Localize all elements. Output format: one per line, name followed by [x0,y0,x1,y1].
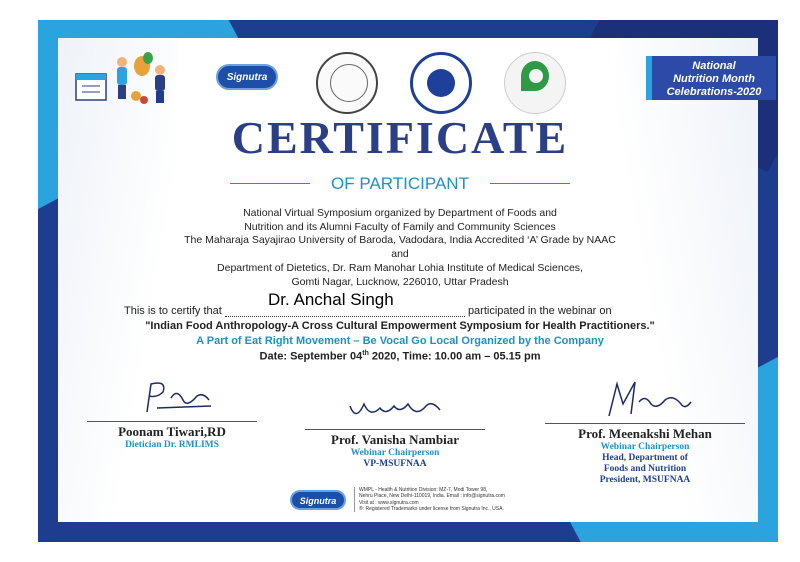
organizer-line-2: Nutrition and its Alumni Faculty of Family and Community Sciences [244,220,556,233]
footer-address [354,487,539,512]
signutra-footer-logo: Signutra [290,490,346,510]
certificate-subtitle: OF PARTICIPANT [331,174,469,193]
signature-2 [340,394,450,424]
signature-rule-3 [545,423,745,424]
signatory-2-designation-1: Webinar Chairperson [350,448,440,458]
signatory-3-designation-3: Foods and Nutrition [603,464,687,474]
signatory-2 [300,394,490,470]
signature-rule-1 [87,421,257,422]
footer-line-1: WMPL - Health & Nutrition Division: MZ-7, Modi Tower 98, [359,487,488,493]
footer-line-4: ®: Registered Trademarks under license from Signutra Inc., USA. [359,505,504,512]
nutrition-illustration [74,48,184,110]
badge-line-2: Nutrition Month [673,73,755,85]
signutra-logo: Signutra [216,64,278,90]
signatory-1-designation: Dietician Dr. RMLIMS [125,440,219,450]
msu-baroda-logo [316,52,378,114]
organizer-line-3: The Maharaja Sayajirao University of Baroda, Vadodara, India Accredited ‘A’ Grade by NAAC [184,234,616,247]
signatory-3-designation-4: President, MSUFNAA [599,475,691,485]
rmlims-logo [410,52,472,114]
signatory-3-designation-2: Head, Department of [602,453,688,463]
organizer-line-5: Department of Dietetics, Dr. Ram Manohar Lohia Institute of Medical Sciences, [217,261,583,274]
certificate-title: CERTIFICATE [231,112,569,163]
organizer-line-6: Gomti Nagar, Lucknow, 226010, Uttar Pradesh [291,275,509,288]
footer-line-2: Nehru Place, New Delhi-110019, India. Email : info@signutra.com [359,493,505,500]
food-nutrition-alumni-logo [504,52,566,114]
organizer-line-1: National Virtual Symposium organized by Department of Foods and [243,207,557,219]
signatory-2-designation-2: VP-MSUFNAA [363,459,427,469]
certify-statement [124,304,704,317]
badge-line-1: National [692,60,736,72]
signatory-1-name: Poonam Tiwari,RD [118,424,226,439]
signatory-1 [82,378,262,451]
event-date [100,350,700,363]
signatory-2-name: Prof. Vanisha Nambiar [331,432,459,447]
subtitle-block [220,172,580,196]
date-suffix: 2020, Time: 10.00 am – 05.15 pm [368,350,541,363]
signature-rule-2 [305,429,485,430]
subtitle-rule-right [490,183,570,184]
movement-line: A Part of Eat Right Movement – Be Vocal Go Local Organized by the Company [196,335,604,347]
signatory-3-designation-1: Webinar Chairperson [600,442,690,452]
date-prefix: Date: September 04 [259,350,363,363]
participant-name: Dr. Anchal Singh [268,290,394,309]
footer-line-3: Visit at : www.signutra.com [359,499,419,506]
badge-line-3: Celebrations-2020 [666,86,762,98]
signatory-3 [540,380,750,486]
nutrition-month-badge [646,56,776,100]
certify-prefix: This is to certify that [124,305,222,317]
organizer-line-4: and [391,248,409,261]
organizer-text [150,207,650,289]
webinar-title: "Indian Food Anthropology-A Cross Cultural Empowerment Symposium for Health Practitioners." [145,320,655,332]
signature-3 [595,380,695,418]
signatory-3-name: Prof. Meenakshi Mehan [578,426,712,441]
certify-suffix: participated in the webinar on [467,305,612,317]
date-sup: th [362,350,369,357]
signature-1 [127,378,217,416]
